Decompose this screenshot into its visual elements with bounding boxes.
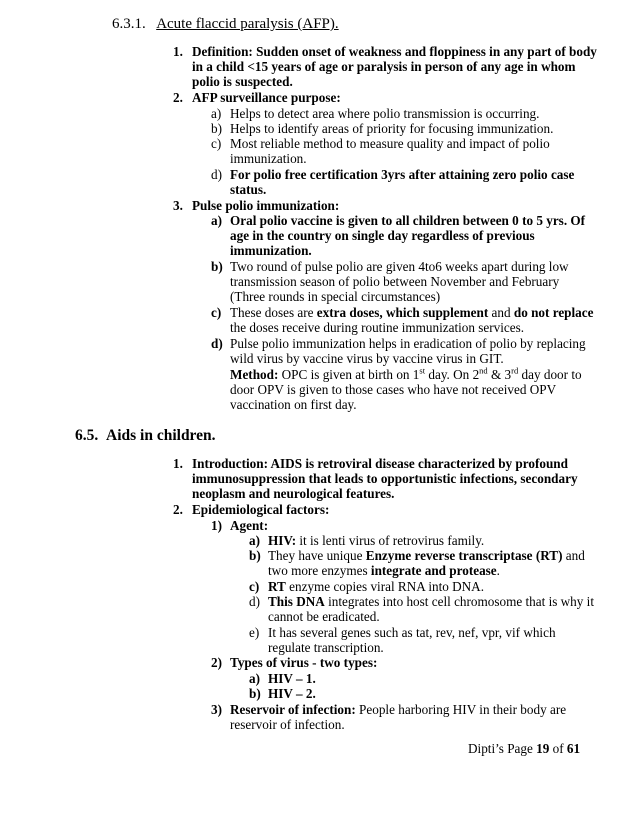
text-run: two more enzymes [268, 563, 371, 578]
page-footer [468, 741, 580, 756]
superscript: st [419, 365, 426, 376]
list-marker: d) [211, 167, 222, 182]
list-marker: 2. [173, 90, 183, 105]
text-run: and [562, 548, 585, 563]
list-marker: a) [249, 671, 260, 686]
list-item: age in the country on single day regardless of previous [230, 228, 535, 243]
subheading: Agent: [230, 518, 269, 533]
section-number: 6.3.1. [112, 16, 146, 32]
text-run: and [488, 305, 514, 320]
list-item [268, 563, 500, 578]
section-heading-aids [75, 428, 216, 443]
list-item: vaccination on first day. [230, 397, 357, 412]
text-run: it is lenti virus of retrovirus family. [296, 533, 485, 548]
list-item: immunization. [230, 151, 307, 166]
list-item: status. [230, 182, 267, 197]
text-run: integrates into host cell chromosome that is why it [324, 594, 594, 609]
list-marker: 2) [211, 655, 222, 670]
subheading: AFP surveillance purpose: [192, 90, 341, 105]
list-item [268, 594, 594, 609]
list-marker: d) [211, 336, 223, 351]
list-marker: 1. [173, 44, 183, 59]
list-marker: 1. [173, 456, 183, 471]
bold-run: Reservoir of infection: [230, 702, 356, 717]
bold-run: HIV: [268, 533, 297, 548]
superscript: nd [479, 365, 488, 376]
list-item: regulate transcription. [268, 640, 384, 655]
list-item: reservoir of infection. [230, 717, 345, 732]
bold-run: do not replace [513, 305, 594, 320]
list-marker: 3) [211, 702, 222, 717]
footer-text: Dipti’s Page [468, 741, 537, 756]
bold-run: Enzyme reverse transcriptase (RT) [365, 548, 563, 563]
section-title: Aids in children. [106, 427, 216, 444]
list-item: HIV – 1. [268, 671, 316, 686]
list-item: door OPV is given to those cases who have not received OPV [230, 382, 557, 397]
list-item: Helps to detect area where polio transmission is occurring. [230, 106, 540, 121]
list-item: Oral polio vaccine is given to all children between 0 to 5 yrs. Of [230, 213, 586, 228]
list-item: immunization. [230, 243, 312, 258]
superscript: rd [511, 365, 519, 376]
list-item [268, 533, 484, 548]
list-marker: c) [211, 136, 222, 151]
text-run: People harboring HIV in their body are [355, 702, 567, 717]
section-number: 6.5. [75, 427, 99, 444]
list-item: transmission season of polio between November and February [230, 274, 560, 289]
intro-line: neoplasm and neurological features. [192, 486, 395, 501]
page-number: 19 [536, 741, 550, 756]
intro-line: Introduction: AIDS is retroviral disease characterized by profound [192, 456, 568, 471]
section-title: Acute flaccid paralysis (AFP). [156, 16, 339, 32]
list-marker: c) [211, 305, 222, 320]
list-item [230, 305, 593, 320]
list-item: the doses receive during routine immunization services. [230, 320, 525, 335]
bold-run: This DNA [268, 594, 325, 609]
footer-text: of [549, 741, 567, 756]
list-item: Two round of pulse polio are given 4to6 weeks apart during low [230, 259, 569, 274]
list-marker: a) [211, 213, 222, 228]
page-total: 61 [566, 741, 581, 756]
definition-line: in a child <15 years of age or paralysis in person of any age in whom [192, 59, 576, 74]
list-item [268, 579, 484, 594]
text-run: & 3 [487, 367, 512, 382]
list-marker: e) [249, 625, 260, 640]
list-item: For polio free certification 3yrs after attaining zero polio case [230, 167, 575, 182]
list-item: cannot be eradicated. [268, 609, 380, 624]
text-run: day door to [518, 367, 582, 382]
list-marker: a) [249, 533, 260, 548]
intro-line: immunosuppression that leads to opportunistic infections, secondary [192, 471, 578, 486]
list-marker: b) [249, 548, 261, 563]
definition-line: polio is suspected. [192, 74, 293, 89]
subheading: Types of virus - two types: [230, 655, 378, 670]
list-marker: b) [249, 686, 261, 701]
section-heading-afp [112, 17, 339, 32]
list-item: wild virus by vaccine virus by vaccine virus in GIT. [230, 351, 504, 366]
list-item: Most reliable method to measure quality and impact of polio [230, 136, 550, 151]
text-run: day. On 2 [425, 367, 480, 382]
list-item [268, 548, 585, 563]
list-item: It has several genes such as tat, rev, nef, vpr, vif which [268, 625, 556, 640]
method-line [230, 367, 582, 382]
list-item: HIV – 2. [268, 686, 316, 701]
list-marker: 3. [173, 198, 183, 213]
list-marker: b) [211, 121, 222, 136]
list-marker: a) [211, 106, 222, 121]
list-marker: d) [249, 594, 260, 609]
subheading: Pulse polio immunization: [192, 198, 340, 213]
text-run: . [496, 563, 500, 578]
list-marker: c) [249, 579, 260, 594]
text-run: enzyme copies viral RNA into DNA. [285, 579, 484, 594]
text-run: These doses are [230, 305, 317, 320]
list-item: Pulse polio immunization helps in eradication of polio by replacing [230, 336, 586, 351]
definition-line: Definition: Sudden onset of weakness and floppiness in any part of body [192, 44, 597, 59]
bold-run: extra doses, which supplement [316, 305, 489, 320]
list-marker: 2. [173, 502, 183, 517]
subheading: Epidemiological factors: [192, 502, 330, 517]
list-marker: 1) [211, 518, 222, 533]
text-run: OPC is given at birth on 1 [278, 367, 420, 382]
method-label: Method: [230, 367, 279, 382]
bold-run: integrate and protease [370, 563, 497, 578]
bold-run: RT [268, 579, 286, 594]
list-item: (Three rounds in special circumstances) [230, 289, 441, 304]
list-item: Helps to identify areas of priority for focusing immunization. [230, 121, 554, 136]
list-item [230, 702, 566, 717]
text-run: They have unique [268, 548, 366, 563]
list-marker: b) [211, 259, 223, 274]
